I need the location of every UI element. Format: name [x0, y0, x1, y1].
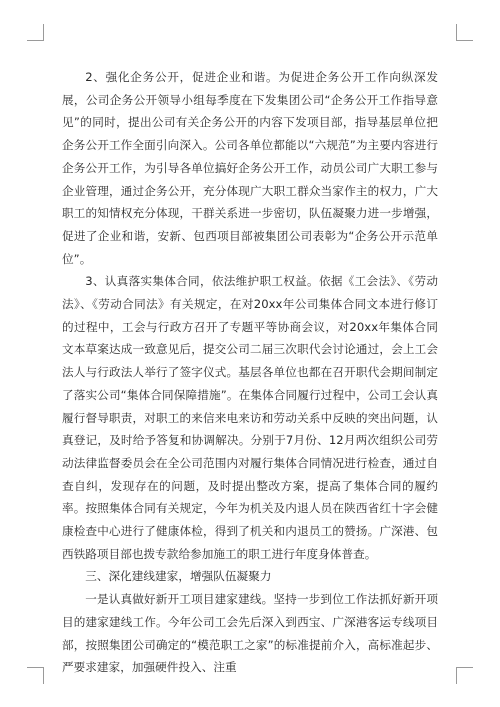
crop-mark-bottom-right [456, 667, 473, 684]
paragraph-enterprise-affairs: 2、强化企务公开，促进企业和谐。为促进企务公开工作向纵深发展，公司企务公开领导小组每季度在下发集团公司“企务公开工作指导意见”的同时，提出公司有关企务公开的内容下发项目部，指导基层单位把企务公开工作全面引向深入。公司各单位都能以“六规范”为主要内容进行企务公开工作，为引导各单位搞好企务公开工作，动员公司广大职工参与企业管理，通过企务公开，充分体现广大职工群众当家作主的权力，广大职工的知情权充分体现，干群关系进一步密切，队伍凝聚力进一步增强，促进了企业和谐，安新、包西项目部被集团公司表彰为“企务公开示范单位”。 [62, 70, 438, 266]
section-heading: 三、深化建线建家，增强队伍凝聚力 [85, 569, 272, 584]
crop-mark-top-left [27, 24, 44, 41]
crop-mark-top-right [456, 24, 473, 41]
paragraph-collective-contract: 3、认真落实集体合同，依法维护职工权益。依据《工会法》、《劳动法》、《劳动合同法》有关规定，在对20xx年公司集体合同文本进行修订的过程中，工会与行政方召开了专题平等协商会议，对20xx年集体合同文本草案达成一致意见后，提交公司二届三次职代会讨论通过，会上工会法人与行政法人举行了签字仪式。基层各单位也都在召开职代会期间制定了落实公司“集体合同保障措施”。在集体合同履行过程中，公司工会认真履行督导职责，对职工的来信来电来访和劳动关系中反映的突出问题，认真登记，及时给予答复和协调解决。分别于7月份、12月两次组织公司劳动法律监督委员会在全公司范围内对履行集体合同情况进行检查，通过自查自纠，发现存在的问题，及时提出整改方案，提高了集体合同的履约率。按照集体合同有关规定，今年为机关及内退人员在陕西省红十字会健康检查中心进行了健康体检，得到了机关和内退员工的赞扬。广深港、包西铁路项目部也拨专款给参加施工的职工进行年度身体普查。 [62, 274, 438, 561]
paragraph-new-projects: 一是认真做好新开工项目建家建线。坚持一步到位工作法抓好新开项目的建家建线工作。今年公司工会先后深入到西宝、广深港客运专线项目部，按照集团公司确定的“模范职工之家”的标准提前介入，高标准起步、严要求建家，加强硬件投入、注重 [62, 592, 438, 675]
crop-mark-bottom-left [27, 667, 44, 684]
document-body [62, 66, 438, 679]
